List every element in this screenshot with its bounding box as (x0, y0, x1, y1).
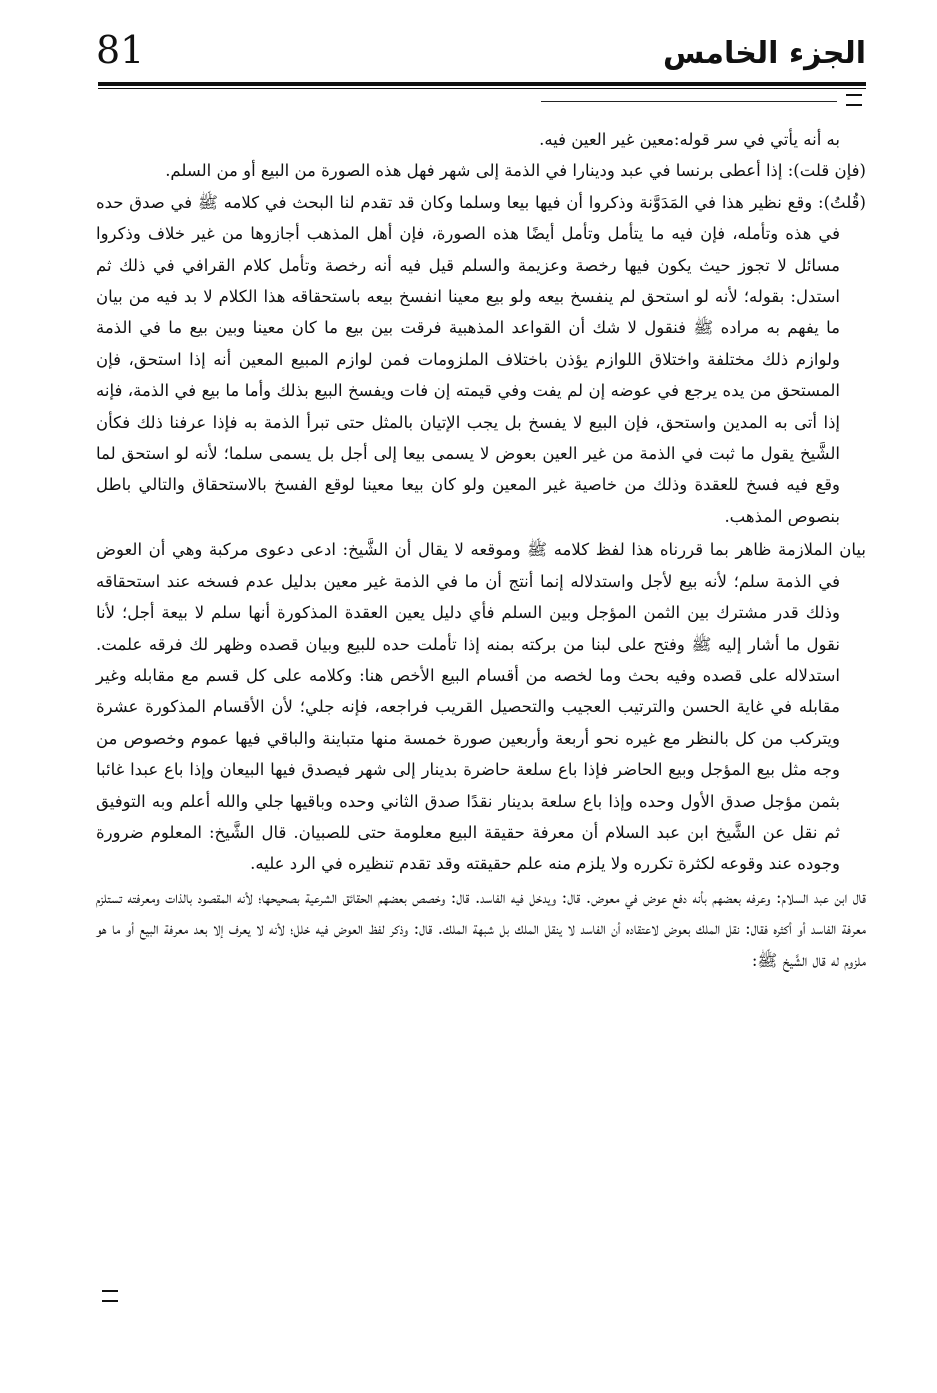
paragraph-1: به أنه يأتي في سر قوله:معين غير العين فيه. (539, 130, 840, 149)
page-number: 81 (96, 28, 145, 72)
header-rule-thin (98, 88, 866, 89)
continuation-mark-top (846, 94, 862, 106)
footnote-continuation-separator (541, 101, 837, 102)
continuation-mark-bottom (102, 1290, 118, 1302)
part-title: الجزء الخامس (662, 36, 866, 71)
paragraph-3: (قُلتُ): وقع نظير هذا في المَدَوَّنة وذكروا أن فيها بيعا وسلما وكان قد تقدم لنا البحث في كلامه ﷺ في صدق حده في هذه وتأمله، فإن فيه ما يتأمل وتأمل أيضًا هذه الصورة، فإن أهل المذهب أجازوها من غير خلاف وذكروا مسائل لا تجوز حيث يكون فيها رخصة وعزيمة والسلم قيل فيه أنه رخصة وتأمل كلام القرافي في ذلك ثم استدل: بقوله؛ لأنه لو استحق لم ينفسخ بيعه ولو بيع معينا انفسخ بيعه باستحقاقه هذا الكلام لا بد فيه من بيان ما يفهم به مراده ﷺ فنقول لا شك أن القواعد المذهبية فرقت بين بيع ما كان معينا وبين بيع ما في الذمة ولوازم ذلك مختلفة واختلاق اللوازم يؤذن باختلاف الملزومات فمن لوازم المبيع المعين أنه إذا استحق، فإن المستحق من يده يرجع في عوضه إن لم يفت وفي قيمته إن فات ويفسخ البيع بذلك وأما ما بيع في الذمة، فإنه إذا أتى به المدين واستحق، فإن البيع لا يفسخ بل يجب الإتيان بالمثل حتى تبرأ الذمة به فإذا عرفنا ذلك فكأن الشَّيخ يقول ما ثبت في الذمة من غير العين بعوض لا يسمى بيعا إلى أجل بل يسمى سلما؛ لأنه لو استحق لما وقع فيه فسخ للعقدة وذلك من خاصية غير المعين ولو كان بيعا معينا لوقع الفسخ بالاستحقاق والتالي باطل بنصوص المذهب. (96, 192, 866, 526)
page-header (96, 22, 866, 86)
paragraph-5: قال ابن عبد السلام: وعرفه بعضهم بأنه دفع عوض في معوض. قال: ويدخل فيه الفاسد. قال: وخصص بعضهم الحقائق الشرعية بصحيحها؛ لأنه المقصود بالذات ومعرفته تستلزم معرفة الفاسد أو أكثره فقال: نقل الملك بعوض لاعتقاده أن الفاسد لا ينقل الملك بل شبهة الملك. قال: وذكر لفظ العوض فيه خلل؛ لأنه لا يعرف إلا بعد معرفة البيع أو ما هو ملزوم له قال الشَّيخ ﷺ: (96, 887, 866, 970)
header-rule-thick (98, 82, 866, 86)
paragraph-4: بيان الملازمة ظاهر بما قررناه هذا لفظ كلامه ﷺ وموقعه لا يقال أن الشَّيخ: ادعى دعوى مركبة وهي أن العوض في الذمة سلم؛ لأنه بيع لأجل واستدلاله إنما أنتج أن ما في الذمة غير معين بدليل عدم فسخه عند استحقاقه وذلك قدر مشترك بين الثمن المؤجل وبين السلم فأي دليل يعين العقدة المذكورة أنها سلم لا بيعة أجل؛ لأنا نقول ما أشار إليه ﷺ وفتح على لبنا من بركته بمنه إذا تأملت حده للبيع وبيان قصده وظهر لك فرقه علمت. استدلاله على قصده وفيه بحث وما لخصه من أقسام البيع الأخص هنا: وكلامه على كل قسم مع مقابله وغير مقابله في غاية الحسن والترتيب العجيب والتحصيل القريب فراجعه، فإنه جلي؛ لأن الأقسام المذكورة عشرة ويتركب من كل بالنظر مع غيره نحو أربعة وأربعين صورة خمسة منها متباينة والباقي فيها عموم وخصوص من وجه مثل بيع المؤجل وبيع الحاضر فإذا باع سلعة حاضرة بدينار إلى شهر فيصدق فيها البيعان وإذا باع عبدا غائبا بثمن مؤجل صدق الأول وحده وإذا باع سلعة بدينار نقدًا صدق الثاني وحده وباقيها جلي والله أعلم وبه التوفيق ثم نقل عن الشَّيخ ابن عبد السلام أن معرفة حقيقة البيع معلومة حتى للصبيان. قال الشَّيخ: المعلوم ضرورة وجوده عند وقوعه لكثرة تكرره ولا يلزم منه علم حقيقته وقد تقدم تنظيره في الرد عليه. (96, 540, 866, 874)
paragraph-2: (فإن قلت): إذا أعطى برنسا في عبد ودينارا في الذمة إلى شهر فهل هذه الصورة من البيع أو من السلم. (165, 161, 866, 181)
body-text (96, 124, 866, 976)
